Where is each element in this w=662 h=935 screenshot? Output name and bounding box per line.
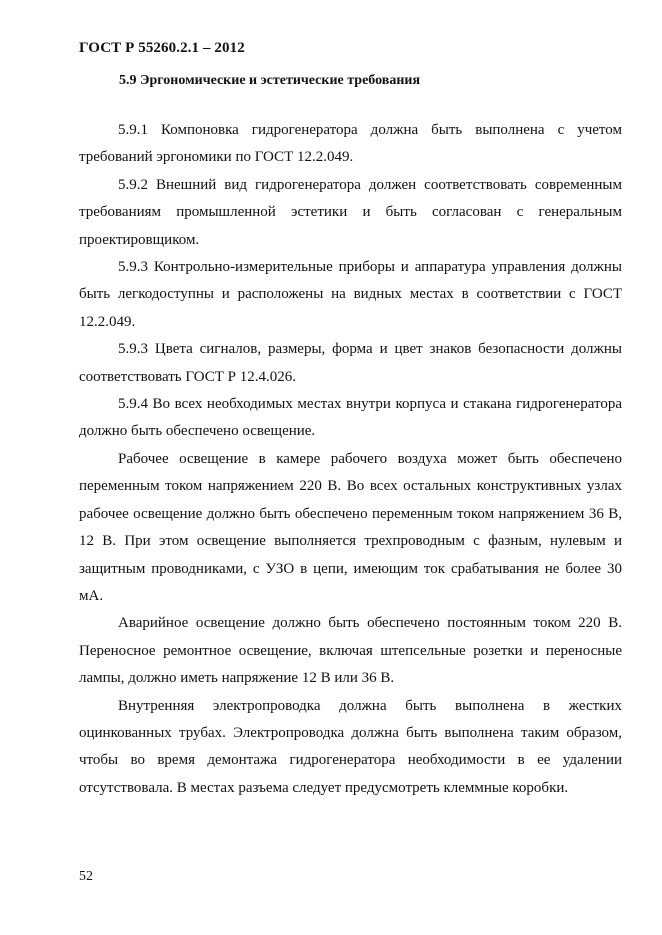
- paragraph-working-lighting: Рабочее освещение в камере рабочего воздуха может быть обеспечено переменным током напряжением 220 В. Во всех остальных конструктивных узлах рабочее освещение должно быть обеспечено переменным током напряжением 36 В, 12 В. При этом освещение выполняется трехпроводным с фазным, нулевым и защитным проводниками, с УЗО в цепи, имеющим ток срабатывания не более 30 мА.: [79, 450, 622, 604]
- paragraph-5-9-3-instruments: 5.9.3 Контрольно-измерительные приборы и аппаратура управления должны быть легкодоступны и расположены на видных местах в соответствии с ГОСТ 12.2.049.: [79, 259, 622, 330]
- paragraph-5-9-4: 5.9.4 Во всех необходимых местах внутри корпуса и стакана гидрогенератора должно быть обеспечено освещение.: [79, 396, 622, 440]
- paragraph-internal-wiring: Внутренняя электропроводка должна быть выполнена в жестких оцинкованных трубах. Электропроводка должна быть выполнена таким образом, чтобы во время демонтажа гидрогенератора необходимости в ее удалении отсутствовала. В местах разъема следует предусмотреть клеммные коробки.: [79, 697, 622, 796]
- paragraph-emergency-lighting: Аварийное освещение должно быть обеспечено постоянным током 220 В. Переносное ремонтное освещение, включая штепсельные розетки и переносные лампы, должно иметь напряжение 12 В или 36 В.: [79, 615, 622, 687]
- paragraph-5-9-1: 5.9.1 Компоновка гидрогенератора должна быть выполнена с учетом требований эргономики по ГОСТ 12.2.049.: [79, 122, 622, 166]
- paragraph-5-9-2: 5.9.2 Внешний вид гидрогенератора должен соответствовать современным требованиям промышленной эстетики и быть согласован с генеральным проектировщиком.: [79, 176, 622, 248]
- section-title: 5.9 Эргономические и эстетические требования: [119, 73, 421, 88]
- page-number: 52: [79, 869, 93, 884]
- paragraph-5-9-3-signals: 5.9.3 Цвета сигналов, размеры, форма и цвет знаков безопасности должны соответствовать ГОСТ Р 12.4.026.: [79, 341, 622, 385]
- document-header: ГОСТ Р 55260.2.1 – 2012: [79, 40, 245, 56]
- document-body: [79, 117, 622, 802]
